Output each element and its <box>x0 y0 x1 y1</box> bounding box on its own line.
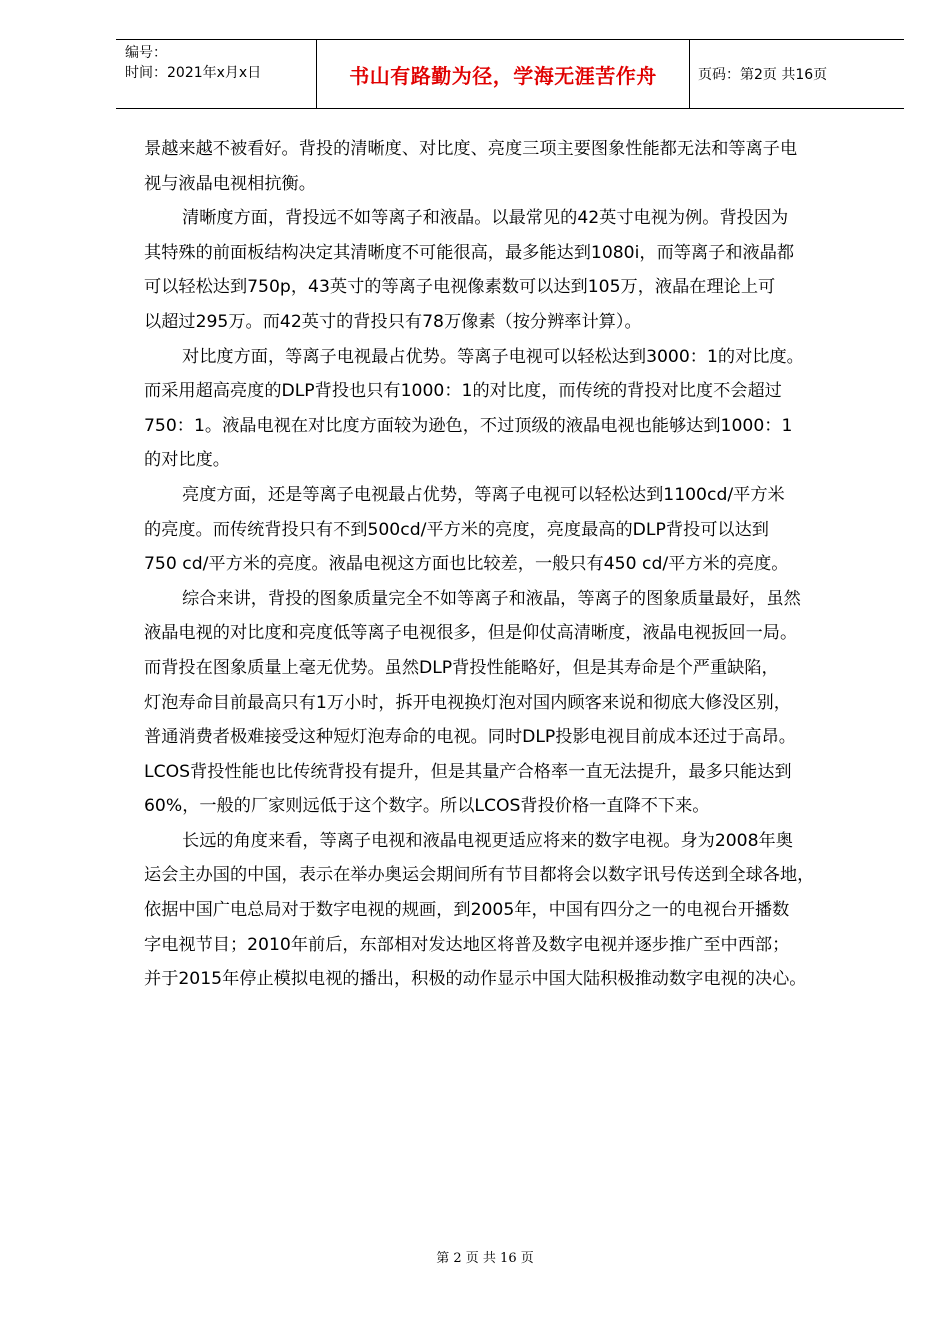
body-line: 长远的角度来看，等离子电视和液晶电视更适应将来的数字电视。身为2008年奥 <box>182 830 793 851</box>
page-info-cell <box>690 40 904 108</box>
body-line: 并于2015年停止模拟电视的播出，积极的动作显示中国大陆积极推动数字电视的决心。 <box>144 969 807 990</box>
body-line: 对比度方面，等离子电视最占优势。等离子电视可以轻松达到3000：1的对比度。 <box>182 346 804 367</box>
body-line: 的对比度。 <box>144 450 230 471</box>
motto-cell <box>316 40 690 108</box>
page-info-text: 页码：第2页 共16页 <box>698 67 828 83</box>
body-line: 视与液晶电视相抗衡。 <box>144 173 316 194</box>
body-line: 依据中国广电总局对于数字电视的规画，到2005年，中国有四分之一的电视台开播数 <box>144 900 790 921</box>
header-meta-cell <box>116 40 316 108</box>
body-line: 750 cd/平方米的亮度。液晶电视这方面也比较差，一般只有450 cd/平方米的亮度。 <box>144 554 789 575</box>
body-line: 750：1。液晶电视在对比度方面较为逊色，不过顶级的液晶电视也能够达到1000：1 <box>144 415 793 436</box>
body-line: 可以轻松达到750p，43英寸的等离子电视像素数可以达到105万，液晶在理论上可 <box>144 277 776 298</box>
page-header <box>116 39 904 109</box>
body-line: 灯泡寿命目前最高只有1万小时，拆开电视换灯泡对国内顾客来说和彻底大修没区别， <box>144 692 791 713</box>
body-line: 景越来越不被看好。背投的清晰度、对比度、亮度三项主要图象性能都无法和等离子电 <box>144 139 798 159</box>
body-line: 以超过295万。而42英寸的背投只有78万像素（按分辨率计算）。 <box>144 311 642 332</box>
body-line: 运会主办国的中国，表示在举办奥运会期间所有节目都将会以数字讯号传送到全球各地， <box>144 865 815 886</box>
serial-number-label: 编号： <box>125 45 167 61</box>
footer-page-number: 第 2 页 共 16 页 <box>436 1251 534 1266</box>
body-line: 普通消费者极难接受这种短灯泡寿命的电视。同时DLP投影电视目前成本还过于高昂。 <box>144 727 796 748</box>
body-line: 60%，一般的厂家则远低于这个数字。所以LCOS背投价格一直降不下来。 <box>144 796 710 817</box>
body-line: 字电视节目；2010年前后，东部相对发达地区将普及数字电视并逐步推广至中西部； <box>144 934 790 955</box>
body-line: 而背投在图象质量上毫无优势。虽然DLP背投性能略好，但是其寿命是个严重缺陷， <box>144 657 779 678</box>
body-line: 综合来讲，背投的图象质量完全不如等离子和液晶，等离子的图象质量最好，虽然 <box>182 588 801 609</box>
body-line: 清晰度方面，背投远不如等离子和液晶。以最常见的42英寸电视为例。背投因为 <box>182 208 789 229</box>
body-line: 亮度方面，还是等离子电视最占优势，等离子电视可以轻松达到1100cd/平方米 <box>182 484 785 505</box>
motto-text: 书山有路勤为径，学海无涯苦作舟 <box>349 63 657 88</box>
body-line: 液晶电视的对比度和亮度低等离子电视很多，但是仰仗高清晰度，液晶电视扳回一局。 <box>144 623 798 644</box>
body-line: 其特殊的前面板结构决定其清晰度不可能很高，最多能达到1080i，而等离子和液晶都 <box>144 242 795 263</box>
body-line: 的亮度。而传统背投只有不到500cd/平方米的亮度，亮度最高的DLP背投可以达到 <box>144 519 769 540</box>
body-line: LCOS背投性能也比传统背投有提升，但是其量产合格率一直无法提升，最多只能达到 <box>144 761 792 782</box>
document-body <box>144 132 889 997</box>
date-label: 时间：2021年x月x日 <box>125 65 262 81</box>
body-line: 而采用超高亮度的DLP背投也只有1000：1的对比度，而传统的背投对比度不会超过 <box>144 381 782 402</box>
page-footer <box>0 1247 950 1266</box>
